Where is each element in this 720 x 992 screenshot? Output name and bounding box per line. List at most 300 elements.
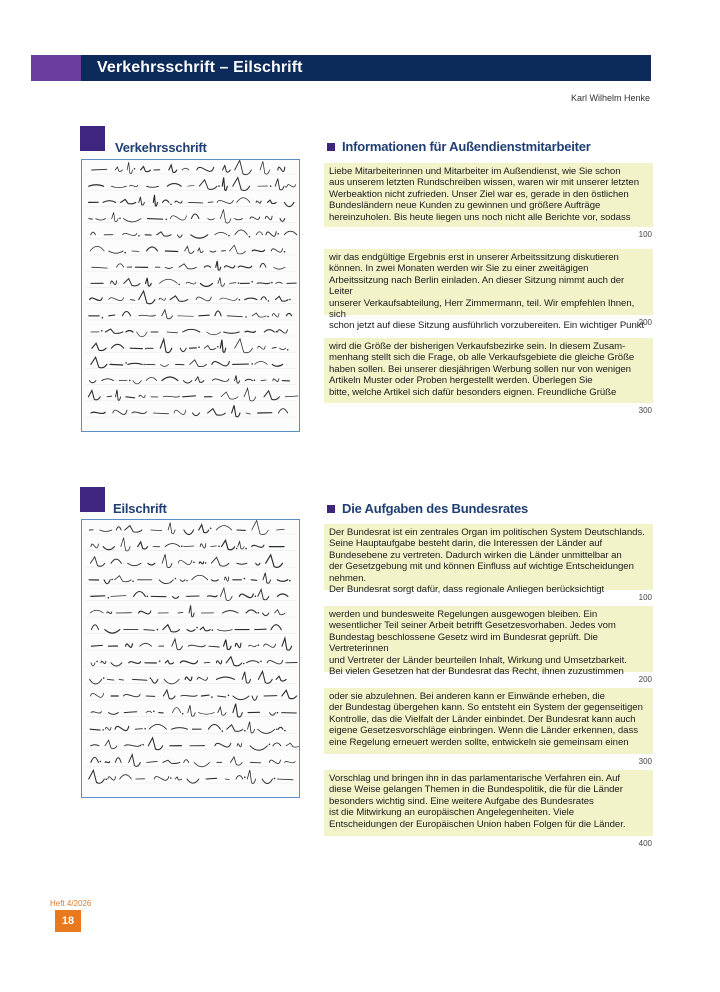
shorthand-stroke [256,232,263,235]
shorthand-dot [236,548,238,550]
shorthand-dot [96,661,98,663]
shorthand-dot [245,316,247,318]
shorthand-stroke [233,178,250,191]
shorthand-stroke [173,596,179,598]
shorthand-stroke [193,413,200,416]
shorthand-stroke [263,573,271,583]
shorthand-dot [159,660,161,662]
shorthand-stroke [213,379,229,382]
shorthand-dot [270,185,272,187]
shorthand-stroke [134,592,146,597]
shorthand-stroke [89,219,93,220]
shorthand-stroke [252,250,265,251]
shorthand-stroke [183,329,200,332]
shorthand-stroke [278,409,287,413]
shorthand-stroke [258,671,272,683]
shorthand-stroke [153,413,168,414]
shorthand-stroke [252,313,266,317]
shorthand-stroke [276,282,282,283]
shorthand-stroke [103,547,114,550]
shorthand-stroke [182,168,189,170]
shorthand-stroke [105,630,120,634]
shorthand-stroke [273,379,279,382]
section1-bullet [327,143,335,151]
shorthand-stroke [175,777,182,780]
shorthand-stroke [266,232,276,237]
shorthand-stroke [208,409,226,415]
shorthand-stroke [225,577,229,581]
shorthand-stroke [91,357,107,368]
shorthand-stroke [139,315,156,316]
page-number-badge: 18 [55,910,81,932]
shorthand-stroke [235,643,241,647]
shorthand-stroke [226,657,242,666]
shorthand-stroke [217,200,233,203]
shorthand-stroke [278,167,285,171]
shorthand-stroke [162,554,172,567]
shorthand-stroke [165,251,177,252]
shorthand-dot [108,597,110,599]
shorthand-stroke [91,544,99,548]
shorthand-stroke [91,596,105,597]
shorthand-stroke [115,726,129,730]
author-name: Karl Wilhelm Henke [570,93,650,103]
shorthand-stroke [90,729,100,730]
shorthand-stroke [111,281,117,285]
shorthand-stroke [224,332,240,333]
shorthand-stroke [189,202,203,203]
shorthand-stroke [208,219,215,220]
shorthand-stroke [187,779,199,783]
text-block [324,688,653,754]
shorthand-stroke [128,363,142,364]
shorthand-stroke [195,377,204,382]
shorthand-stroke [115,167,122,171]
shorthand-stroke [183,396,196,397]
shorthand-dot [285,186,287,188]
word-count-marker: 200 [638,675,652,684]
shorthand-stroke [92,343,106,350]
shorthand-stroke [119,679,123,680]
shorthand-stroke [163,690,175,699]
shorthand-stroke [278,330,288,334]
shorthand-stroke [255,362,268,365]
shorthand-stroke [126,644,133,648]
text-block [324,770,653,836]
shorthand-stroke [147,247,158,251]
text-block [324,163,653,227]
shorthand-stroke [258,729,275,733]
shorthand-stroke [140,643,152,646]
shorthand-stroke [215,311,221,316]
shorthand-stroke [246,413,250,414]
shorthand-stroke [197,678,208,681]
header-accent [31,55,81,81]
shorthand-stroke [169,165,177,173]
shorthand-stroke [185,246,194,253]
shorthand-stroke [115,758,121,763]
shorthand-stroke [103,201,116,203]
shorthand-stroke [139,395,145,398]
shorthand-stroke [222,177,227,190]
shorthand-stroke [125,526,142,533]
shorthand-stroke [116,390,121,401]
shorthand-stroke [227,316,242,317]
shorthand-stroke [147,186,159,187]
shorthand-dot [222,730,224,732]
shorthand-stroke [91,412,105,413]
shorthand-stroke [163,200,169,202]
shorthand-stroke [231,757,243,765]
shorthand-stroke [152,679,158,683]
shorthand-stroke [208,724,220,729]
shorthand-stroke [248,722,255,733]
shorthand-stroke [133,381,141,384]
shorthand-stroke [266,555,283,568]
shorthand-stroke [106,727,112,730]
section2-shorthand-title: Eilschrift [113,501,167,516]
shorthand-image-verkehrsschrift [82,160,300,432]
shorthand-dot [145,348,147,350]
word-count-marker: 400 [638,839,652,848]
shorthand-stroke [237,198,250,203]
shorthand-stroke [174,410,186,415]
shorthand-dot [254,379,256,381]
shorthand-stroke [197,167,214,171]
shorthand-stroke [277,529,285,530]
shorthand-stroke [175,201,182,203]
shorthand-stroke [220,210,231,224]
shorthand-dot [217,346,219,348]
shorthand-stroke [139,291,155,304]
shorthand-stroke [199,180,217,190]
shorthand-stroke [199,315,210,316]
shorthand-stroke [96,219,106,220]
shorthand-box-eilschrift [81,519,300,798]
shorthand-stroke [260,161,270,174]
shorthand-dot [124,252,126,254]
section1-text-title: Informationen für Außendienstmitarbeiter [342,139,591,154]
shorthand-stroke [148,738,162,750]
shorthand-stroke [115,576,132,582]
shorthand-dot [244,578,246,580]
shorthand-stroke [180,661,197,664]
shorthand-stroke [121,199,136,203]
shorthand-stroke [196,297,211,301]
section1-shorthand-title: Verkehrsschrift [115,140,207,155]
shorthand-stroke [224,266,234,268]
shorthand-stroke [135,729,142,730]
word-count-marker: 300 [638,406,652,415]
text-block-content: Vorschlag und bringen ihn in das parlamentarische Verfahren ein. Auf diese Weise gelangen Themen in die Bundespolitik, die für die Länder besonders wichtig sind. Eine weitere Aufgabe des Bundesrates ist die Mitwirkung an europäischen Angelegenheiten. Viele Entscheidungen der Europäischen Union haben Folgen für die Länder. [329,773,626,830]
shorthand-stroke [204,346,216,350]
shorthand-stroke [109,251,124,253]
shorthand-dot [147,596,149,598]
shorthand-stroke [223,611,239,613]
shorthand-stroke [172,708,180,713]
shorthand-stroke [123,694,140,696]
shorthand-stroke [91,693,104,697]
shorthand-dot [276,729,278,731]
shorthand-stroke [233,704,242,717]
shorthand-stroke [188,185,194,186]
shorthand-dot [243,663,245,665]
shorthand-stroke [216,261,221,270]
shorthand-stroke [215,743,231,747]
shorthand-stroke [198,713,214,715]
shorthand-dot [287,349,289,351]
shorthand-stroke [165,660,173,664]
shorthand-stroke [111,344,123,348]
shorthand-stroke [282,638,292,650]
shorthand-dot [144,728,146,730]
shorthand-stroke [264,644,276,647]
shorthand-stroke [187,630,195,632]
shorthand-dot [238,282,240,284]
shorthand-stroke [277,594,288,596]
shorthand-stroke [264,391,279,400]
shorthand-stroke [252,521,269,535]
shorthand-dot [153,711,155,713]
shorthand-stroke [168,523,175,534]
shorthand-stroke [167,332,177,333]
shorthand-stroke [209,646,219,647]
shorthand-stroke [147,761,157,762]
shorthand-stroke [111,186,126,187]
shorthand-stroke [237,744,241,747]
shorthand-stroke [178,235,183,238]
shorthand-stroke [111,663,122,666]
shorthand-stroke [180,348,186,351]
shorthand-stroke [126,331,133,333]
shorthand-stroke [132,412,146,414]
shorthand-stroke [89,185,104,186]
shorthand-stroke [224,640,232,650]
shorthand-stroke [215,232,227,234]
section2-square-marker [80,487,105,512]
shorthand-dot [277,233,279,235]
shorthand-stroke [238,542,244,549]
shorthand-stroke [105,329,122,333]
shorthand-stroke [256,201,261,203]
shorthand-stroke [183,381,191,383]
shorthand-stroke [91,712,102,713]
shorthand-stroke [107,679,114,680]
shorthand-box-verkehrsschrift [81,159,300,432]
shorthand-stroke [113,410,127,415]
shorthand-stroke [133,679,147,680]
shorthand-stroke [261,380,266,381]
shorthand-dot [119,218,121,220]
shorthand-stroke [246,661,259,663]
shorthand-stroke [179,264,196,269]
shorthand-dot [198,346,200,348]
shorthand-stroke [227,725,243,732]
shorthand-dot [244,776,246,778]
text-block-content: Der Bundesrat ist ein zentrales Organ im politischen System Deutschlands. Seine Hauptaufgabe besteht darin, die Interessen der Länder auf Bundesebene zu vertreten. Dadurch wirken die Länder unmittelbar an der Gesetzgebung mit und können Einfluss auf wichtige Entscheidungen nehmen. Der Bundesrat sorgt dafür, dass regionale Anliegen berücksichtigt [329,527,645,596]
shorthand-stroke [163,625,180,632]
shorthand-stroke [250,217,260,220]
shorthand-stroke [91,645,102,646]
shorthand-stroke [90,557,104,566]
shorthand-stroke [127,162,132,174]
shorthand-dot [218,185,220,187]
shorthand-dot [100,761,102,763]
shorthand-stroke [102,379,114,381]
shorthand-stroke [149,724,166,729]
shorthand-stroke [190,360,207,367]
shorthand-dot [166,219,168,221]
shorthand-dot [142,744,144,746]
shorthand-stroke [91,745,99,746]
shorthand-stroke [165,267,172,268]
shorthand-stroke [117,264,124,267]
shorthand-dot [258,644,260,646]
shorthand-stroke [252,696,257,700]
shorthand-stroke [220,298,238,300]
shorthand-stroke [217,661,222,664]
shorthand-dot [251,363,253,365]
shorthand-stroke [261,297,266,300]
text-block-content: werden und bundesweite Regelungen ausgewogen bleiben. Ein wesentlicher Teil seiner Arbeit betrifft Gesetzesvorhaben. Jedes vom Bundestag beschlossene Gesetz wird im Bundesrat geprüft. Die Vertreterinnen und Vertreter der Länder beurteilen Inhalt, Wirkung und Umsetzbarkeit. Bei vielen Gesetzen hat der Bundesrat das Recht, ihnen zuzustimmen [329,609,627,678]
word-count-marker: 200 [638,318,652,327]
shorthand-dot [175,578,177,580]
shorthand-stroke [200,627,210,631]
shorthand-stroke [269,760,280,764]
shorthand-dot [193,562,195,564]
shorthand-stroke [104,580,110,584]
shorthand-stroke [167,184,181,187]
shorthand-stroke [236,776,243,779]
shorthand-stroke [233,696,249,700]
shorthand-stroke [91,625,98,630]
shorthand-stroke [146,711,152,712]
shorthand-stroke [287,185,296,187]
shorthand-stroke [230,283,236,284]
shorthand-stroke [225,779,229,780]
shorthand-stroke [258,346,266,349]
shorthand-stroke [110,364,123,365]
shorthand-stroke [275,296,288,301]
shorthand-stroke [88,391,100,400]
shorthand-stroke [160,279,178,283]
shorthand-stroke [218,278,225,287]
shorthand-stroke [245,379,252,380]
shorthand-stroke [272,314,279,318]
shorthand-dot [134,168,136,170]
shorthand-stroke [92,169,107,170]
shorthand-stroke [178,316,194,317]
shorthand-dot [129,380,131,382]
shorthand-dot [211,696,213,698]
shorthand-stroke [148,219,163,220]
shorthand-dot [186,580,188,582]
shorthand-stroke [222,540,235,549]
shorthand-dot [125,362,127,364]
shorthand-stroke [245,298,257,300]
shorthand-stroke [237,563,247,564]
shorthand-stroke [109,713,119,715]
shorthand-stroke [108,777,116,781]
shorthand-stroke [252,545,264,547]
shorthand-stroke [148,563,155,565]
shorthand-stroke [191,214,199,219]
shorthand-stroke [178,560,192,565]
shorthand-dot [105,779,107,781]
shorthand-stroke [284,761,295,762]
shorthand-stroke [163,396,179,397]
shorthand-stroke [139,611,151,614]
shorthand-stroke [207,332,221,335]
shorthand-stroke [210,251,216,252]
shorthand-stroke [278,727,283,729]
shorthand-stroke [162,310,173,319]
shorthand-dot [150,678,152,680]
shorthand-dot [181,546,183,548]
shorthand-stroke [159,298,166,300]
shorthand-stroke [124,279,140,286]
shorthand-stroke [141,167,151,172]
shorthand-stroke [198,248,203,252]
shorthand-stroke [129,755,141,767]
shorthand-stroke [121,538,130,551]
shorthand-stroke [204,266,210,267]
shorthand-stroke [122,312,130,316]
shorthand-dot [111,579,113,581]
shorthand-stroke [160,364,168,366]
shorthand-stroke [111,596,126,597]
shorthand-stroke [277,580,288,582]
text-block [324,606,653,678]
text-block-content: wird die Größe der bisherigen Verkaufsbezirke sein. In diesem Zusam- menhang stellt sich die Frage, ob alle Verkaufsgebiete die gleiche Größe haben sollen. Bei unserer diesjährigen Werbung sollen nur von wenigen Artikeln Muster oder Proben hergestellt werden. Überlegen Sie bitte, welche Artikel sich dafür besonders eignen. Freundliche Grüße [329,341,635,398]
shorthand-stroke [256,563,260,565]
shorthand-dot [267,316,269,318]
shorthand-stroke [153,195,157,206]
shorthand-stroke [220,340,225,353]
shorthand-stroke [123,233,137,235]
shorthand-stroke [280,219,285,222]
shorthand-stroke [200,544,206,548]
shorthand-stroke [184,760,189,763]
shorthand-stroke [105,740,117,748]
shorthand-stroke [264,330,274,332]
text-block-content: wir das endgültige Ergebnis erst in unserer Arbeitssitzung diskutieren können. In zwei Monaten werden wir Sie zu einer zweitägigen Arbeitssitzung nach Berlin einladen. An dieser Sitzung nimmt auch der Leiter unserer Verkaufsabteilung, Herr Zimmermann, teil. Wir empfehlen Ihnen, sich schon jetzt auf diese Sitzung ausführlich vorzubereiten. Ein wichtiger Punkt [329,252,645,332]
shorthand-image-eilschrift [82,520,300,798]
shorthand-stroke [282,690,297,698]
shorthand-stroke [170,296,188,301]
shorthand-stroke [263,613,269,616]
shorthand-stroke [257,283,270,284]
shorthand-stroke [100,530,112,532]
shorthand-stroke [249,645,257,647]
shorthand-dot [218,546,220,548]
shorthand-stroke [178,612,183,613]
shorthand-stroke [188,645,205,647]
shorthand-stroke [107,612,112,614]
shorthand-dot [170,204,172,206]
word-count-marker: 300 [638,757,652,766]
shorthand-dot [277,712,279,714]
shorthand-stroke [188,705,195,716]
shorthand-stroke [144,630,154,631]
shorthand-stroke [235,376,240,384]
shorthand-dot [268,300,270,302]
shorthand-stroke [92,267,108,268]
shorthand-stroke [130,185,138,187]
shorthand-stroke [208,202,213,203]
shorthand-dot [228,235,230,237]
shorthand-stroke [129,662,141,664]
